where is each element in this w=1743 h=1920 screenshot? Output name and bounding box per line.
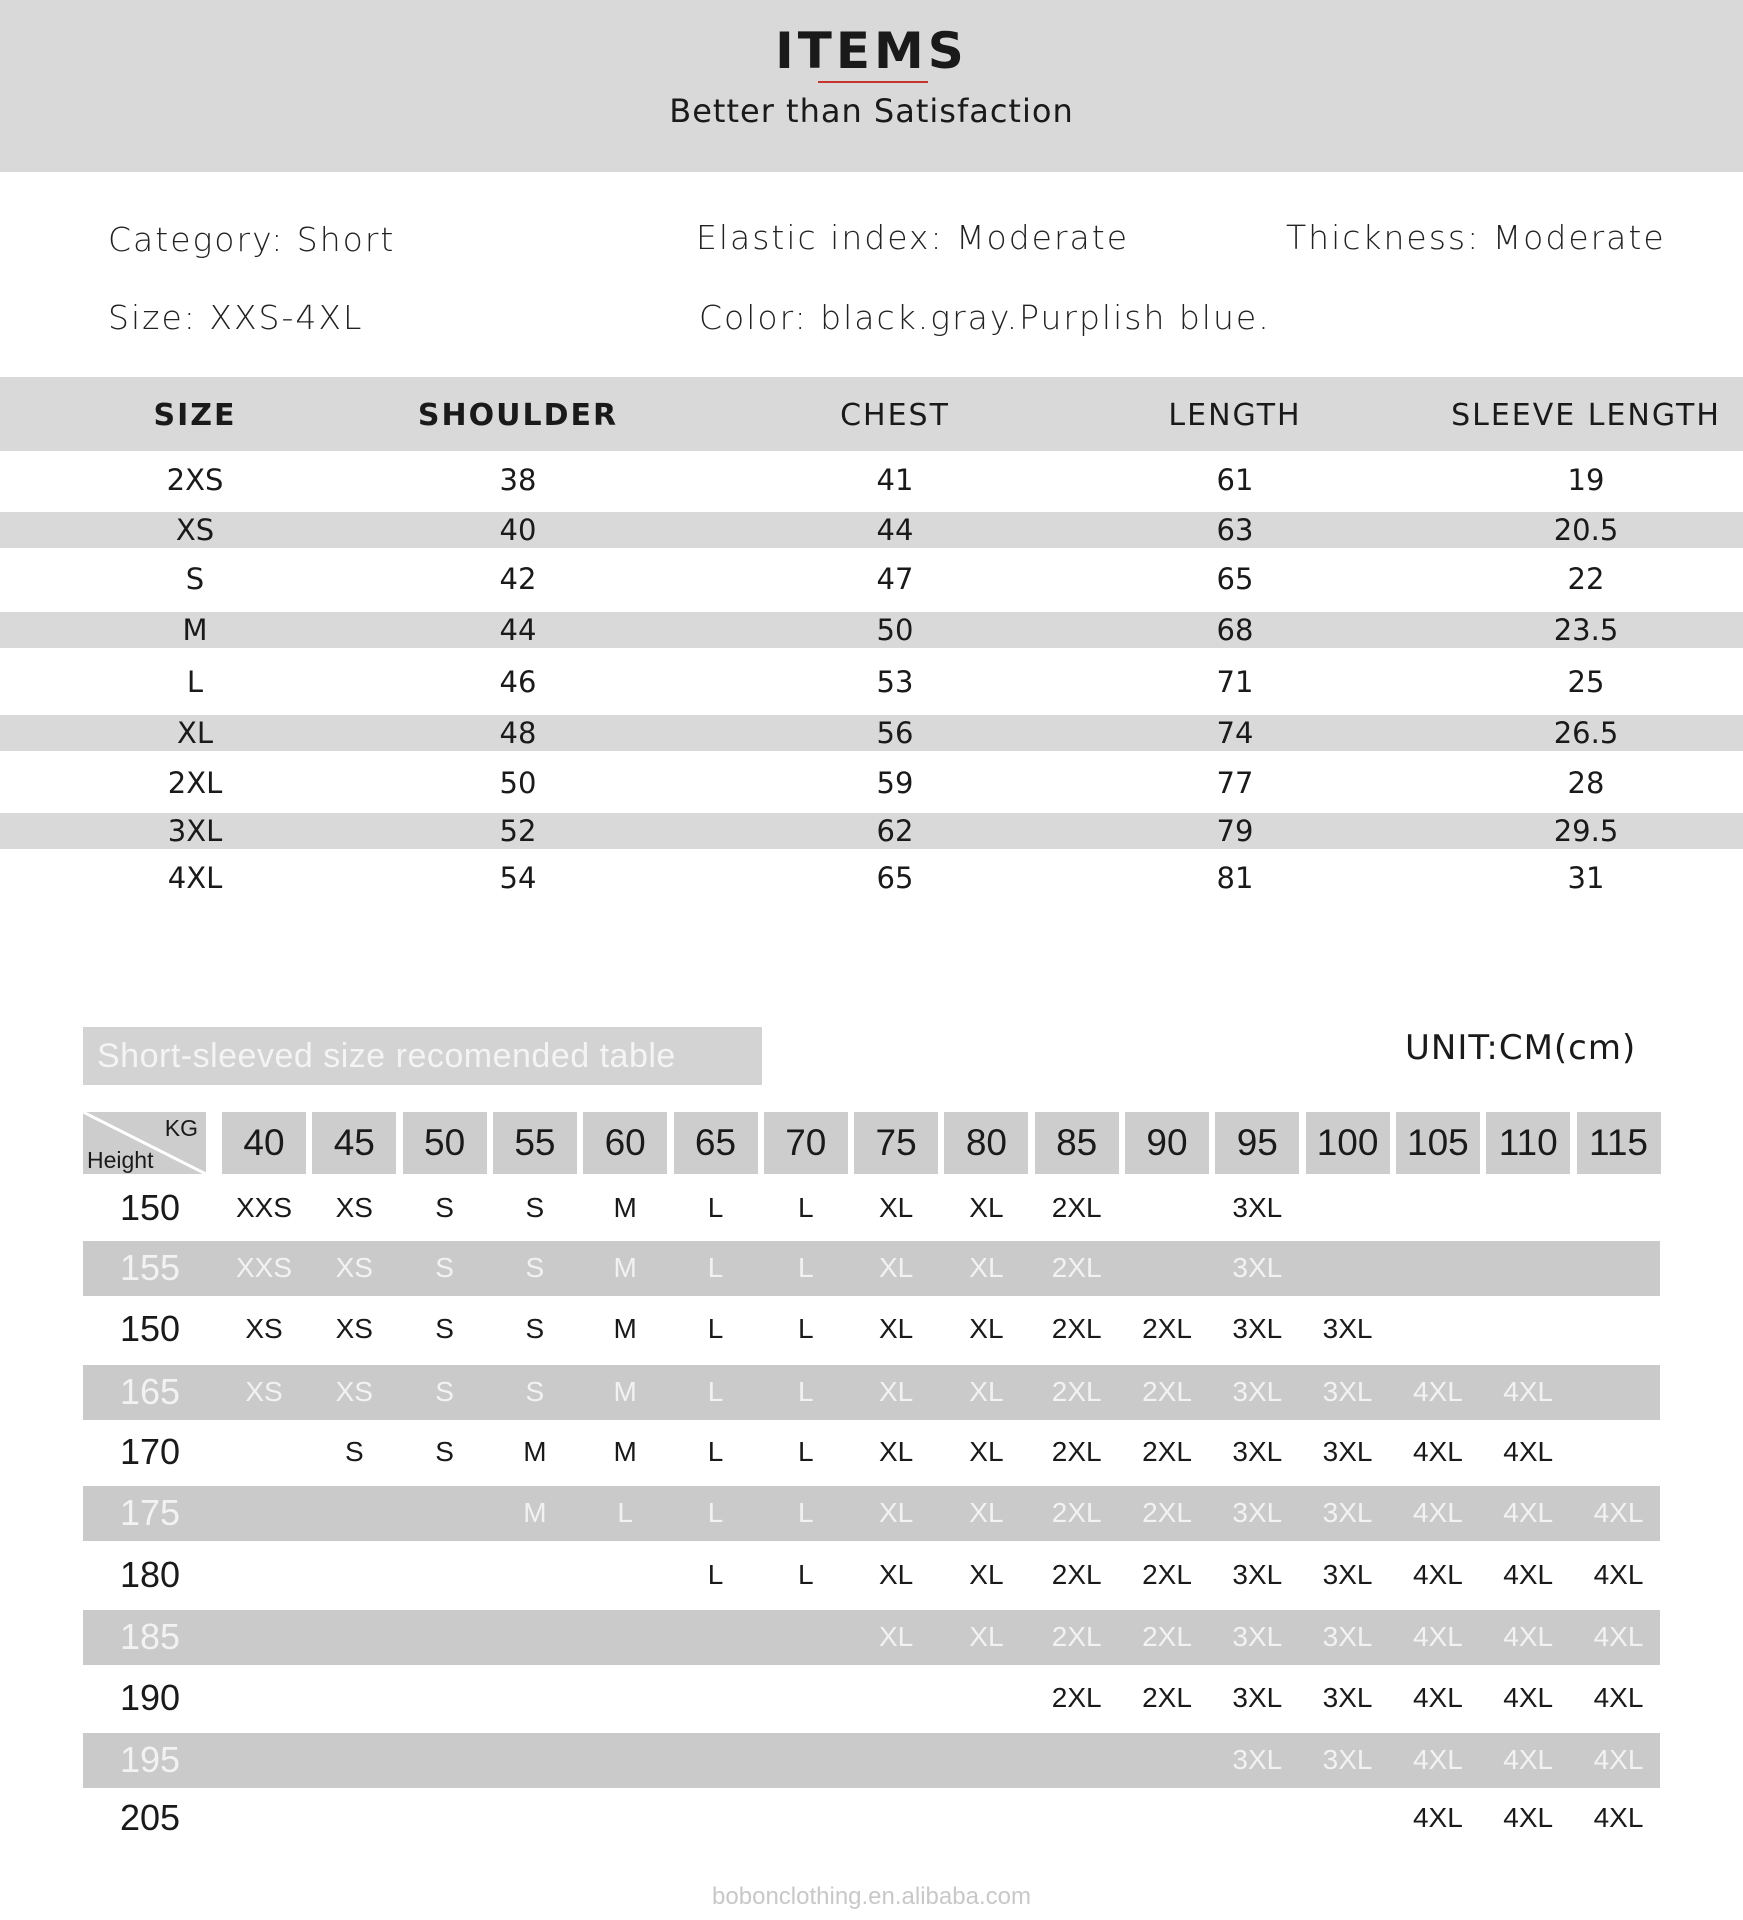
size-recommendation-cell: 3XL (1322, 1559, 1373, 1590)
size-table-col-header: SHOULDER (417, 398, 619, 433)
size-recommendation-cell: XL (878, 1252, 914, 1283)
size-recommendation-cell: L (798, 1313, 814, 1344)
measurement-cell: 44 (499, 613, 537, 647)
size-recommendation-cell: 3XL (1322, 1436, 1373, 1467)
size-recommendation-cell: XL (878, 1313, 914, 1344)
measurement-cell: 63 (1216, 513, 1254, 547)
size-recommendation-cell: M (613, 1252, 637, 1283)
size-recommendation-cell: 3XL (1322, 1376, 1373, 1407)
size-recommendation-cell: S (525, 1192, 545, 1223)
measurement-cell: 22 (1567, 562, 1605, 596)
size-recommendation-cell: L (617, 1497, 633, 1528)
size-recommendation-cell: L (798, 1252, 814, 1283)
height-label: 165 (119, 1371, 181, 1412)
size-table-col-header: SIZE (153, 398, 237, 433)
size-recommendation-cell: M (613, 1376, 637, 1407)
size-recommendation-cell: 2XL (1051, 1621, 1102, 1652)
size-recommendation-cell: XS (245, 1313, 283, 1344)
size-cell: 4XL (167, 861, 223, 895)
size-recommendation-cell: 4XL (1503, 1621, 1554, 1652)
weight-header-cell: 60 (583, 1112, 667, 1174)
size-recommendation-cell: 4XL (1503, 1559, 1554, 1590)
size-recommendation-cell: S (525, 1376, 545, 1407)
weight-header-cell: 100 (1306, 1112, 1390, 1174)
size-recommendation-cell: XXS (235, 1192, 293, 1223)
measurement-cell: 38 (499, 463, 537, 497)
size-recommendation-cell: XL (969, 1192, 1004, 1223)
measurement-cell: 61 (1216, 463, 1254, 497)
size-recommendation-cell: 4XL (1593, 1682, 1644, 1713)
size-recommendation-cell: 4XL (1593, 1559, 1644, 1590)
height-label: 195 (119, 1739, 181, 1780)
size-recommendation-cell: XL (969, 1313, 1004, 1344)
info-elastic: Elastic index: Moderate (696, 218, 1130, 257)
table-row-band (0, 612, 1743, 648)
size-recommendation-cell: L (798, 1559, 814, 1590)
measurement-cell: 77 (1216, 766, 1254, 800)
size-recommendation-cell: 4XL (1593, 1497, 1644, 1528)
size-recommendation-cell: 2XL (1051, 1313, 1102, 1344)
size-recommendation-cell: L (798, 1436, 814, 1467)
height-label: 170 (119, 1431, 181, 1472)
size-table-col-header: SLEEVE LENGTH (1451, 398, 1721, 433)
size-cell: XS (175, 513, 215, 547)
size-recommendation-cell: 3XL (1232, 1621, 1283, 1652)
corner-height-label: Height (87, 1147, 154, 1173)
size-recommendation-cell: L (707, 1313, 724, 1344)
size-recommendation-cell: L (798, 1376, 814, 1407)
size-recommendation-cell: 4XL (1503, 1682, 1554, 1713)
size-recommendation-cell: S (344, 1436, 364, 1467)
size-recommendation-cell: 4XL (1412, 1621, 1463, 1652)
size-recommendation-cell: XL (878, 1376, 914, 1407)
size-recommendation-cell: S (435, 1252, 454, 1283)
measurement-cell: 28 (1567, 766, 1605, 800)
size-recommendation-cell: XS (335, 1252, 373, 1283)
size-recommendation-cell: XL (969, 1436, 1004, 1467)
size-recommendation-cell: 2XL (1142, 1313, 1192, 1344)
size-recommendation-cell: 4XL (1412, 1376, 1463, 1407)
size-recommendation-cell: 4XL (1412, 1497, 1463, 1528)
measurement-cell: 29.5 (1553, 814, 1619, 848)
size-recommendation-cell: 3XL (1232, 1559, 1283, 1590)
height-label: 150 (119, 1187, 181, 1228)
size-recommendation-cell: 4XL (1412, 1744, 1463, 1775)
measurement-cell: 74 (1216, 716, 1254, 750)
size-recommendation-cell: M (613, 1313, 637, 1344)
size-recommendation-cell: XL (878, 1559, 914, 1590)
size-recommendation-cell: S (435, 1436, 454, 1467)
size-recommendation-cell: 2XL (1142, 1436, 1192, 1467)
size-recommendation-cell: 2XL (1051, 1497, 1102, 1528)
size-recommendation-cell: 3XL (1322, 1744, 1373, 1775)
weight-header-cell: 45 (312, 1112, 396, 1174)
size-recommendation-cell: L (707, 1252, 724, 1283)
size-recommendation-cell: L (798, 1497, 814, 1528)
size-recommendation-cell: L (707, 1376, 724, 1407)
size-recommendation-cell: 4XL (1412, 1436, 1463, 1467)
size-recommendation-cell: 4XL (1503, 1436, 1554, 1467)
unit-label: UNIT:CM(cm) (1405, 1028, 1637, 1068)
size-recommendation-cell: 3XL (1232, 1192, 1283, 1223)
size-recommendation-cell: 4XL (1503, 1802, 1554, 1833)
measurement-cell: 62 (876, 814, 914, 848)
size-recommendation-cell: 2XL (1142, 1621, 1192, 1652)
size-recommendation-cell: 2XL (1051, 1376, 1102, 1407)
size-recommendation-cell: M (613, 1192, 637, 1223)
corner-kg-label: KG (164, 1115, 198, 1141)
size-recommendation-cell: 3XL (1232, 1313, 1283, 1344)
size-recommendation-cell: L (798, 1192, 814, 1223)
size-recommendation-cell: XL (969, 1252, 1004, 1283)
title-underline (818, 81, 928, 83)
size-recommendation-cell: XL (878, 1621, 914, 1652)
size-recommendation-cell: 4XL (1593, 1802, 1644, 1833)
size-recommendation-cell: 2XL (1051, 1559, 1102, 1590)
size-recommendation-cell: 4XL (1412, 1559, 1463, 1590)
size-cell: 2XS (166, 463, 224, 497)
measurement-cell: 48 (499, 716, 537, 750)
height-label: 175 (119, 1492, 181, 1533)
info-thickness: Thickness: Moderate (1286, 218, 1666, 257)
size-recommendation-cell: 2XL (1051, 1192, 1102, 1223)
weight-header-cell: 90 (1125, 1112, 1209, 1174)
size-recommendation-cell: 4XL (1503, 1497, 1554, 1528)
size-recommendation-cell: 4XL (1412, 1682, 1463, 1713)
info-category: Category: Short (108, 220, 396, 259)
table-row-band (0, 813, 1743, 849)
measurement-cell: 65 (1216, 562, 1254, 596)
size-recommendation-cell: 3XL (1232, 1497, 1283, 1528)
page-subtitle: Better than Satisfaction (669, 92, 1074, 130)
measurement-cell: 25 (1567, 665, 1605, 699)
size-recommendation-cell: 3XL (1232, 1682, 1283, 1713)
size-recommendation-cell: 2XL (1051, 1252, 1102, 1283)
measurement-cell: 46 (499, 665, 537, 699)
size-table-col-header: LENGTH (1168, 398, 1302, 433)
size-recommendation-cell: 2XL (1142, 1682, 1192, 1713)
size-recommendation-cell: L (707, 1497, 724, 1528)
size-recommendation-cell: XS (245, 1376, 283, 1407)
size-recommendation-cell: L (707, 1436, 724, 1467)
size-recommendation-cell: XS (335, 1376, 373, 1407)
measurement-cell: 79 (1216, 814, 1254, 848)
size-recommendation-cell: 3XL (1322, 1621, 1373, 1652)
size-recommendation-cell: 4XL (1503, 1376, 1554, 1407)
size-recommendation-cell: XS (335, 1192, 373, 1223)
weight-header-cell: 110 (1486, 1112, 1570, 1174)
measurement-cell: 59 (876, 766, 914, 800)
info-size: Size: XXS-4XL (108, 298, 364, 337)
size-recommendation-cell: 4XL (1503, 1744, 1554, 1775)
weight-header-cell: 105 (1396, 1112, 1480, 1174)
weight-header-cell: 85 (1035, 1112, 1119, 1174)
measurement-cell: 26.5 (1553, 716, 1619, 750)
size-recommendation-cell: 2XL (1051, 1682, 1102, 1713)
size-recommendation-cell: M (523, 1497, 547, 1528)
size-cell: S (185, 562, 205, 596)
size-table-col-header: CHEST (840, 398, 950, 433)
size-recommendation-cell: XL (878, 1192, 914, 1223)
measurement-cell: 71 (1216, 665, 1254, 699)
size-recommendation-cell: 2XL (1051, 1436, 1102, 1467)
info-color: Color: black.gray.Purplish blue. (699, 298, 1271, 337)
weight-header-cell: 80 (944, 1112, 1028, 1174)
table-row-band (0, 715, 1743, 751)
size-recommendation-cell: M (613, 1436, 637, 1467)
measurement-cell: 31 (1567, 861, 1605, 895)
measurement-cell: 40 (499, 513, 537, 547)
size-recommendation-cell: 2XL (1142, 1497, 1192, 1528)
size-recommendation-cell: 3XL (1232, 1376, 1283, 1407)
measurement-cell: 19 (1567, 463, 1605, 497)
size-recommendation-cell: 3XL (1232, 1436, 1283, 1467)
size-recommendation-cell: 3XL (1232, 1744, 1283, 1775)
measurement-cell: 20.5 (1553, 513, 1619, 547)
size-recommendation-cell: 3XL (1322, 1497, 1373, 1528)
measurement-cell: 52 (499, 814, 537, 848)
size-cell: L (186, 665, 204, 699)
size-recommendation-cell: S (525, 1313, 545, 1344)
measurement-cell: 54 (499, 861, 537, 895)
measurement-cell: 53 (876, 665, 914, 699)
weight-header-cell: 75 (854, 1112, 938, 1174)
measurement-cell: 81 (1216, 861, 1254, 895)
table-row-band (0, 512, 1743, 548)
size-cell: 2XL (167, 766, 223, 800)
size-recommendation-cell: XL (969, 1497, 1004, 1528)
size-recommendation-cell: XL (878, 1497, 914, 1528)
size-cell: M (182, 613, 208, 647)
height-label: 190 (119, 1677, 181, 1718)
grid-corner-cell (83, 1112, 206, 1174)
size-recommendation-cell: S (435, 1313, 454, 1344)
weight-header-cell: 40 (222, 1112, 306, 1174)
measurement-cell: 56 (876, 716, 914, 750)
measurement-cell: 41 (876, 463, 914, 497)
weight-header-cell: 50 (403, 1112, 487, 1174)
measurement-cell: 68 (1216, 613, 1254, 647)
size-recommendation-cell: XL (969, 1559, 1004, 1590)
watermark: bobonclothing.en.alibaba.com (712, 1883, 1031, 1910)
weight-header-cell: 95 (1215, 1112, 1299, 1174)
height-label: 205 (119, 1797, 181, 1838)
size-recommendation-cell: S (435, 1192, 454, 1223)
measurement-cell: 47 (876, 562, 914, 596)
size-recommendation-cell: 4XL (1593, 1744, 1644, 1775)
height-label: 180 (119, 1554, 181, 1595)
weight-header-cell: 65 (674, 1112, 758, 1174)
measurement-cell: 23.5 (1553, 613, 1619, 647)
height-label: 150 (119, 1308, 181, 1349)
measurement-cell: 42 (499, 562, 537, 596)
measurement-cell: 50 (499, 766, 537, 800)
size-recommendation-cell: L (707, 1559, 724, 1590)
size-recommendation-cell: 2XL (1142, 1559, 1192, 1590)
measurement-cell: 65 (876, 861, 914, 895)
height-label: 185 (119, 1616, 181, 1657)
size-recommendation-cell: XL (969, 1621, 1004, 1652)
size-recommendation-cell: 3XL (1232, 1252, 1283, 1283)
size-recommendation-cell: 3XL (1322, 1682, 1373, 1713)
weight-header-cell: 70 (764, 1112, 848, 1174)
weight-header-cell: 55 (493, 1112, 577, 1174)
grid-row-band (83, 1241, 1660, 1296)
height-label: 155 (119, 1247, 181, 1288)
size-recommendation-cell: S (525, 1252, 545, 1283)
size-recommendation-cell: XS (335, 1313, 373, 1344)
size-recommendation-cell: 4XL (1593, 1621, 1644, 1652)
size-cell: XL (176, 716, 214, 750)
measurement-cell: 44 (876, 513, 914, 547)
size-recommendation-cell: XXS (235, 1252, 293, 1283)
size-recommendation-cell: M (523, 1436, 547, 1467)
weight-header-cell: 115 (1577, 1112, 1661, 1174)
size-recommendation-cell: S (435, 1376, 454, 1407)
size-recommendation-cell: 4XL (1412, 1802, 1463, 1833)
size-recommendation-cell: XL (969, 1376, 1004, 1407)
size-recommendation-cell: 3XL (1322, 1313, 1373, 1344)
page-title: ITEMS (775, 22, 968, 80)
size-recommendation-cell: L (707, 1192, 724, 1223)
size-recommendation-cell: XL (878, 1436, 914, 1467)
recommend-table-title: Short-sleeved size recomended table (83, 1027, 762, 1085)
measurement-cell: 50 (876, 613, 914, 647)
size-cell: 3XL (167, 814, 223, 848)
size-recommendation-cell: 2XL (1142, 1376, 1192, 1407)
